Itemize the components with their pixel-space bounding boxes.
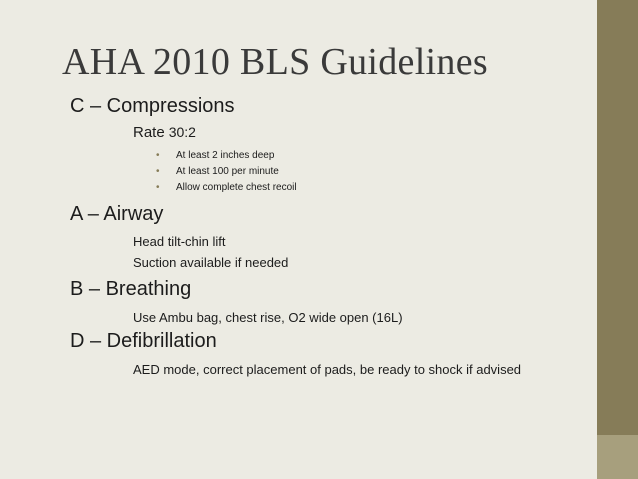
section-breathing-heading: B – Breathing xyxy=(70,278,192,300)
bullet-item xyxy=(156,150,274,161)
bullet-icon: • xyxy=(156,166,160,177)
sidebar-accent-band xyxy=(597,0,638,479)
bullet-icon: • xyxy=(156,150,160,161)
defibrillation-line: AED mode, correct placement of pads, be ready to shock if advised xyxy=(133,362,522,377)
section-compressions-heading: C – Compressions xyxy=(70,95,235,117)
airway-line: Head tilt-chin lift xyxy=(133,234,226,249)
rate-value: 30:2 xyxy=(168,124,196,140)
bullet-text: At least 2 inches deep xyxy=(176,150,275,161)
airway-line: Suction available if needed xyxy=(133,255,289,270)
section-airway-heading: A – Airway xyxy=(70,203,164,225)
breathing-line: Use Ambu bag, chest rise, O2 wide open (16L) xyxy=(133,310,403,325)
rate-line xyxy=(133,124,196,141)
sidebar-accent-block xyxy=(597,435,638,479)
slide-title: AHA 2010 BLS Guidelines xyxy=(62,41,488,83)
rate-label: Rate xyxy=(133,124,165,141)
bullet-item xyxy=(156,182,297,193)
bullet-icon: • xyxy=(156,182,160,193)
bullet-text: Allow complete chest recoil xyxy=(176,182,297,193)
bullet-text: At least 100 per minute xyxy=(176,166,279,177)
bullet-item xyxy=(156,166,279,177)
section-defibrillation-heading: D – Defibrillation xyxy=(70,330,217,352)
